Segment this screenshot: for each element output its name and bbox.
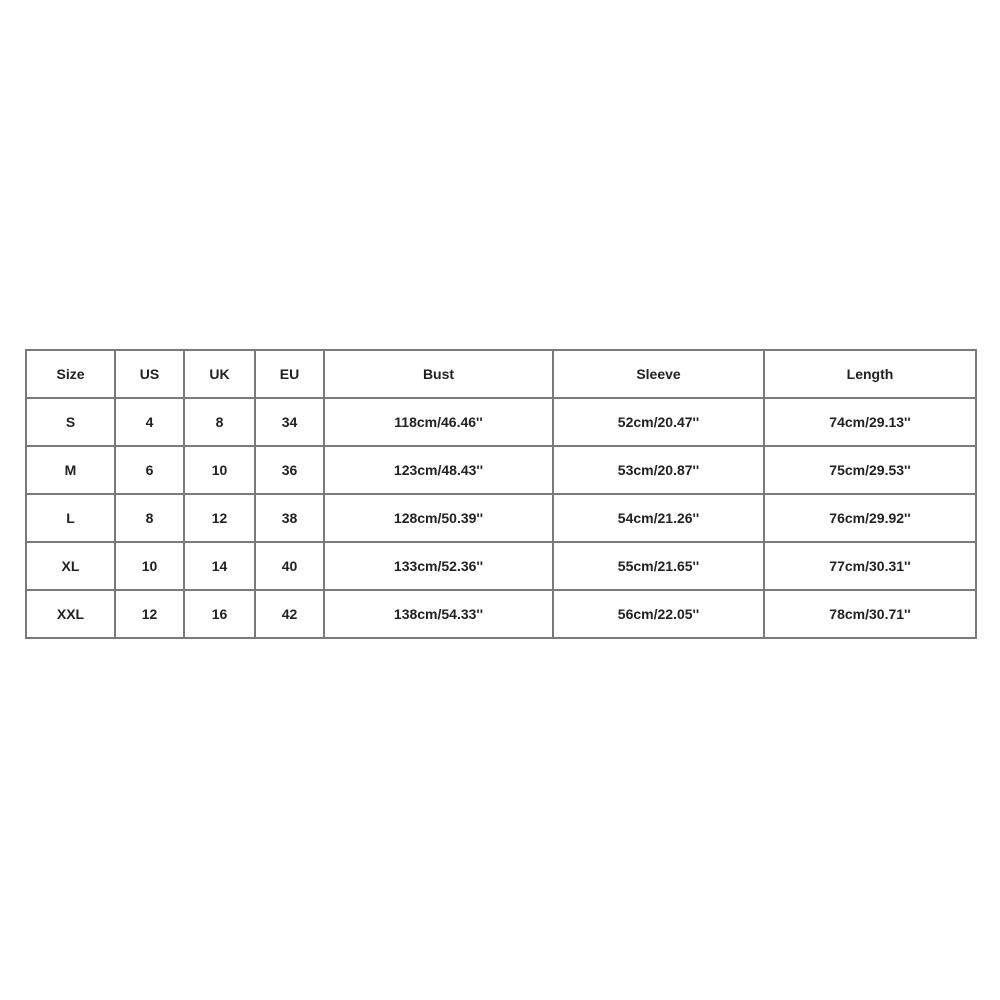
cell-sleeve: 52cm/20.47'' [553,398,764,446]
table-row [26,494,976,542]
cell-eu: 42 [255,590,324,638]
cell-uk: 12 [184,494,255,542]
cell-length: 77cm/30.31'' [764,542,976,590]
cell-us: 10 [115,542,184,590]
cell-bust: 123cm/48.43'' [324,446,553,494]
header-us: US [115,350,184,398]
header-row [26,350,976,398]
cell-length: 78cm/30.71'' [764,590,976,638]
cell-sleeve: 55cm/21.65'' [553,542,764,590]
cell-length: 75cm/29.53'' [764,446,976,494]
cell-us: 6 [115,446,184,494]
cell-length: 74cm/29.13'' [764,398,976,446]
table-row [26,446,976,494]
cell-sleeve: 53cm/20.87'' [553,446,764,494]
header-sleeve: Sleeve [553,350,764,398]
cell-uk: 10 [184,446,255,494]
cell-uk: 16 [184,590,255,638]
cell-sleeve: 56cm/22.05'' [553,590,764,638]
table-row [26,542,976,590]
cell-us: 4 [115,398,184,446]
cell-size: XL [26,542,115,590]
cell-size: L [26,494,115,542]
cell-length: 76cm/29.92'' [764,494,976,542]
header-size: Size [26,350,115,398]
cell-bust: 133cm/52.36'' [324,542,553,590]
cell-bust: 128cm/50.39'' [324,494,553,542]
cell-eu: 38 [255,494,324,542]
size-chart-table [25,349,977,639]
cell-size: M [26,446,115,494]
table-row [26,398,976,446]
cell-eu: 34 [255,398,324,446]
cell-us: 8 [115,494,184,542]
table-row [26,590,976,638]
cell-bust: 118cm/46.46'' [324,398,553,446]
header-bust: Bust [324,350,553,398]
cell-bust: 138cm/54.33'' [324,590,553,638]
header-length: Length [764,350,976,398]
cell-size: XXL [26,590,115,638]
cell-uk: 14 [184,542,255,590]
header-uk: UK [184,350,255,398]
cell-eu: 36 [255,446,324,494]
cell-size: S [26,398,115,446]
cell-us: 12 [115,590,184,638]
cell-uk: 8 [184,398,255,446]
cell-sleeve: 54cm/21.26'' [553,494,764,542]
header-eu: EU [255,350,324,398]
cell-eu: 40 [255,542,324,590]
